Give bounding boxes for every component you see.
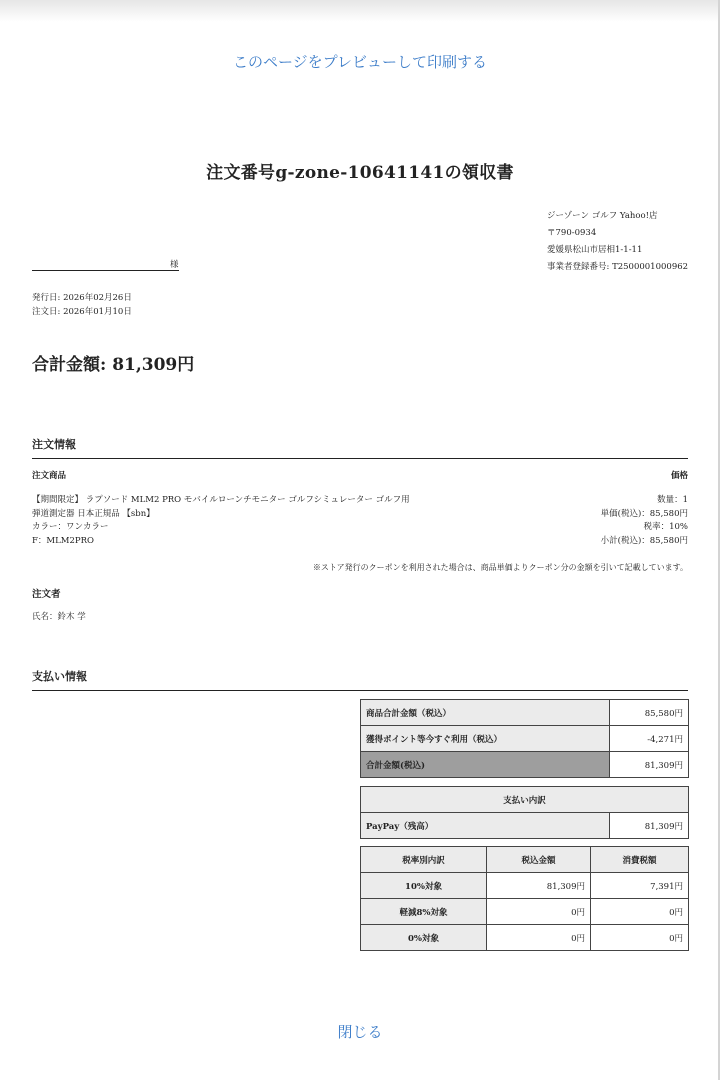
- shop-postal: 〒790-0934: [547, 228, 597, 238]
- item-quantity: 数量：1: [657, 495, 688, 505]
- total-amount: 合計金額: 81,309円: [32, 355, 195, 375]
- shop-registration: 事業者登録番号: T2500001000962: [547, 262, 689, 272]
- col-price-header: 価格: [670, 471, 688, 481]
- table-row: [361, 752, 689, 778]
- item-name-2: 弾道測定器 日本正規品 【sbn】: [32, 508, 155, 519]
- receipt-title: 注文番号g-zone-10641141の領収書: [206, 163, 514, 183]
- payment-method-amount: 81,309円: [610, 813, 689, 839]
- summary-value: -4,271円: [610, 726, 689, 752]
- item-pricing: [508, 494, 688, 548]
- print-preview-link[interactable]: このページをプレビューして印刷する: [232, 53, 488, 71]
- table-row: [361, 925, 689, 951]
- summary-total-value: 81,309円: [610, 752, 689, 778]
- tax-amount: 81,309円: [487, 873, 591, 899]
- payment-details-table: [360, 786, 689, 839]
- item-name: 【期間限定】 ラプソード MLM2 PRO モバイルローンチモニター ゴルフシミュレーター ゴルフ用: [32, 495, 410, 505]
- summary-label: 獲得ポイント等今すぐ利用（税込）: [361, 726, 610, 752]
- table-row: [361, 899, 689, 925]
- item-tax-rate: 税率：10%: [643, 522, 688, 533]
- item-unit-price: 単価(税込)：85,580円: [600, 508, 688, 519]
- dates: [32, 292, 132, 319]
- table-header-row: [361, 847, 689, 873]
- summary-label: 商品合計金額（税込）: [361, 700, 610, 726]
- shop-name: ジーゾーン ゴルフ Yahoo!店: [547, 211, 658, 221]
- table-row: [361, 787, 689, 813]
- orderer-name: 氏名：鈴木 学: [32, 612, 86, 622]
- summary-total-label: 合計金額(税込): [361, 752, 610, 778]
- close-link[interactable]: 閉じる: [337, 1023, 383, 1041]
- coupon-note: ※ストア発行のクーポンを利用された場合は、商品単価よりクーポン分の金額を引いて記載しています。: [312, 563, 688, 572]
- tax-value: 0円: [591, 925, 689, 951]
- col-item-header: 注文商品: [32, 471, 67, 481]
- issue-date: 発行日: 2026年02月26日: [32, 293, 132, 303]
- item-subtotal: 小計(税込)：85,580円: [600, 535, 688, 546]
- order-date: 注文日: 2026年01月10日: [32, 306, 132, 317]
- tax-rate-label: 10%対象: [361, 873, 487, 899]
- top-shadow: [0, 0, 720, 22]
- tax-value: 7,391円: [591, 873, 689, 899]
- orderer-heading: 注文者: [32, 589, 61, 600]
- recipient-suffix: 様: [170, 260, 179, 270]
- order-section-heading: 注文情報: [32, 436, 688, 459]
- tax-amount: 0円: [487, 899, 591, 925]
- item-details: [32, 494, 502, 548]
- tax-amount: 0円: [487, 925, 591, 951]
- payment-method: PayPay（残高）: [361, 813, 610, 839]
- tax-breakdown-table: [360, 846, 689, 951]
- recipient-line: [32, 270, 179, 271]
- shop-address: 愛媛県松山市居相1-1-11: [547, 245, 643, 255]
- table-row: [361, 813, 689, 839]
- tax-value: 0円: [591, 899, 689, 925]
- payment-summary-table: [360, 699, 689, 778]
- tax-header-amount: 税込金額: [487, 847, 591, 873]
- tax-header-rate: 税率別内訳: [361, 847, 487, 873]
- shop-info: [547, 208, 688, 276]
- table-row: [361, 726, 689, 752]
- tax-header-tax: 消費税額: [591, 847, 689, 873]
- tax-rate-label: 軽減8%対象: [361, 899, 487, 925]
- table-row: [361, 700, 689, 726]
- tax-rate-label: 0%対象: [361, 925, 487, 951]
- summary-value: 85,580円: [610, 700, 689, 726]
- payment-details-title: 支払い内訳: [361, 787, 689, 813]
- item-color: カラー：ワンカラー: [32, 522, 109, 533]
- payment-section-heading: 支払い情報: [32, 668, 688, 691]
- table-row: [361, 873, 689, 899]
- item-f: F：MLM2PRO: [32, 535, 94, 546]
